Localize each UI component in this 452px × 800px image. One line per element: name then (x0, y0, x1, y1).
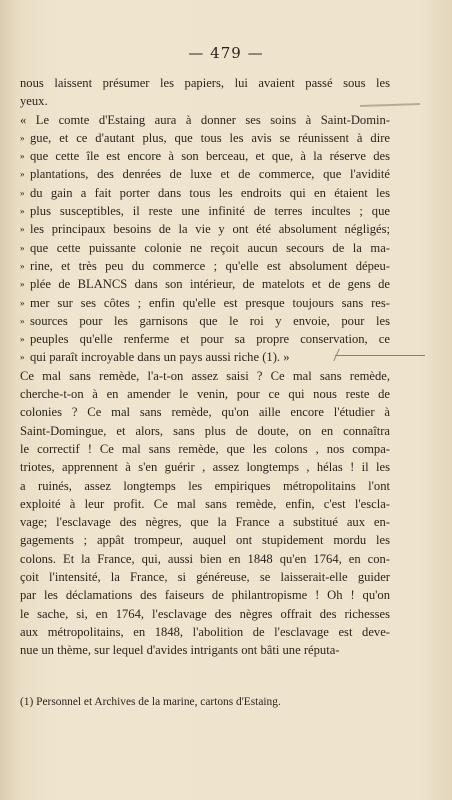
text-line (20, 531, 390, 549)
line-text: plée de BLANCS dans son intérieur, de matelots et de gens de (30, 277, 390, 292)
quote-mark: » (20, 315, 25, 326)
text-line (20, 495, 390, 513)
text-line (20, 92, 390, 110)
line-text: aux métropolitains, en 1848, l'abolition de l'esclavage est deve- (20, 624, 390, 639)
text-line (20, 550, 390, 568)
line-text: a ruinés, assez longtemps les empiriques métropolitains l'ont (20, 478, 390, 493)
text-line (20, 312, 390, 330)
line-text: sources pour les garnisons que le roi y envoie, pour les (30, 313, 390, 328)
line-text: les principaux besoins de la vie y ont été absolument négligés; (30, 222, 390, 237)
line-text: nue un thème, sur lequel d'avides intrigants ont bâti une réputa- (20, 643, 340, 658)
text-line (20, 147, 390, 165)
text-line (20, 129, 390, 147)
line-text: du gain a fait porter dans tous les endroits qui en étaient les (30, 185, 390, 200)
line-text: plus susceptibles, il reste une infinité de terres incultes ; que (30, 204, 390, 219)
line-text: colons. Et la France, qui, aussi bien en 1848 qu'en 1764, en con- (20, 551, 390, 566)
text-line (20, 74, 390, 92)
line-text: par les déclamations des faiseurs de philantropisme ! Oh ! qu'on (20, 588, 390, 603)
text-line (20, 239, 390, 257)
text-line (20, 257, 390, 275)
quote-mark: » (20, 352, 25, 363)
text-line (20, 111, 390, 129)
quote-mark: » (20, 260, 25, 271)
line-text: mer sur ses côtes ; enfin qu'elle est presque toujours sans res- (30, 295, 390, 310)
line-text: cherche-t-on à en amender le venin, pour ce qui nous reste de (20, 387, 390, 402)
text-line (20, 440, 390, 458)
quote-mark: » (20, 224, 25, 235)
line-text: triotes, apprennent à s'en guérir , assez longtemps , hélas ! il les (20, 460, 390, 475)
text-line (20, 202, 390, 220)
footnote: (1) Personnel et Archives de la marine, cartons d'Estaing. (20, 696, 281, 708)
line-text: que cette puissante colonie ne reçoit aucun secours de la ma- (30, 240, 390, 255)
text-line (20, 477, 390, 495)
text-line (20, 623, 390, 641)
quote-mark: » (20, 334, 25, 345)
pencil-mark (335, 355, 425, 356)
text-line (20, 330, 390, 348)
line-text: rine, et très peu du commerce ; qu'elle est absolument dépeu- (30, 258, 390, 273)
quote-mark: » (20, 297, 25, 308)
line-text: vage; l'esclavage des nègres, que la France a substitué aux en- (20, 515, 390, 530)
text-line (20, 568, 390, 586)
text-line (20, 458, 390, 476)
text-line (20, 385, 390, 403)
text-line (20, 513, 390, 531)
page-body-text (20, 74, 390, 660)
line-text: le sache, si, en 1764, l'esclavage des nègres offrait des richesses (20, 606, 390, 621)
line-text: exploité à leur profit. Ce mal sans remède, enfin, c'est l'escla- (20, 496, 390, 511)
text-line (20, 403, 390, 421)
page-number: — 479 — (188, 44, 264, 62)
text-line (20, 586, 390, 604)
quote-mark: » (20, 206, 25, 217)
line-text: plantations, des denrées de luxe et de commerce, que l'avidité (30, 167, 390, 182)
text-line (20, 367, 390, 385)
line-text: « Le comte d'Estaing aura à donner ses soins à Saint-Domin- (20, 112, 390, 127)
text-line (20, 422, 390, 440)
line-text: colonies ? Ce mal sans remède, qu'on aille encore l'étudier à (20, 405, 390, 420)
text-line (20, 641, 390, 659)
quote-mark: » (20, 132, 25, 143)
quote-mark: » (20, 187, 25, 198)
line-text: çoit l'intensité, la France, si généreuse, se laisserait-elle guider (20, 570, 390, 585)
text-line (20, 184, 390, 202)
text-line (20, 294, 390, 312)
line-text: peuples qu'elle renferme et pour sa propre conservation, ce (30, 332, 390, 347)
line-text: que cette île est encore à son berceau, et que, à la réserve des (30, 149, 390, 164)
line-text: le correctif ! Ce mal sans remède, que les colons , nos compa- (20, 441, 390, 456)
text-line (20, 275, 390, 293)
line-text: yeux. (20, 94, 48, 109)
quote-mark: » (20, 242, 25, 253)
line-text: Saint-Domingue, et alors, sans plus de doute, on en connaîtra (20, 423, 390, 438)
text-line (20, 220, 390, 238)
text-line (20, 165, 390, 183)
line-text: gagements ; appât trompeur, auquel ont stupidement mordu les (20, 533, 390, 548)
quote-mark: » (20, 279, 25, 290)
line-text: nous laissent présumer les papiers, lui avaient passé sous les (20, 76, 390, 90)
line-text: gue, et ce d'autant plus, que tous les avis se réunissent à dire (30, 130, 390, 145)
line-text: Ce mal sans remède, l'a-t-on assez saisi ? Ce mal sans remède, (20, 368, 390, 383)
quote-mark: » (20, 169, 25, 180)
text-line (20, 605, 390, 623)
line-text: qui paraît incroyable dans un pays aussi riche (1). » (30, 350, 290, 365)
quote-mark: » (20, 151, 25, 162)
